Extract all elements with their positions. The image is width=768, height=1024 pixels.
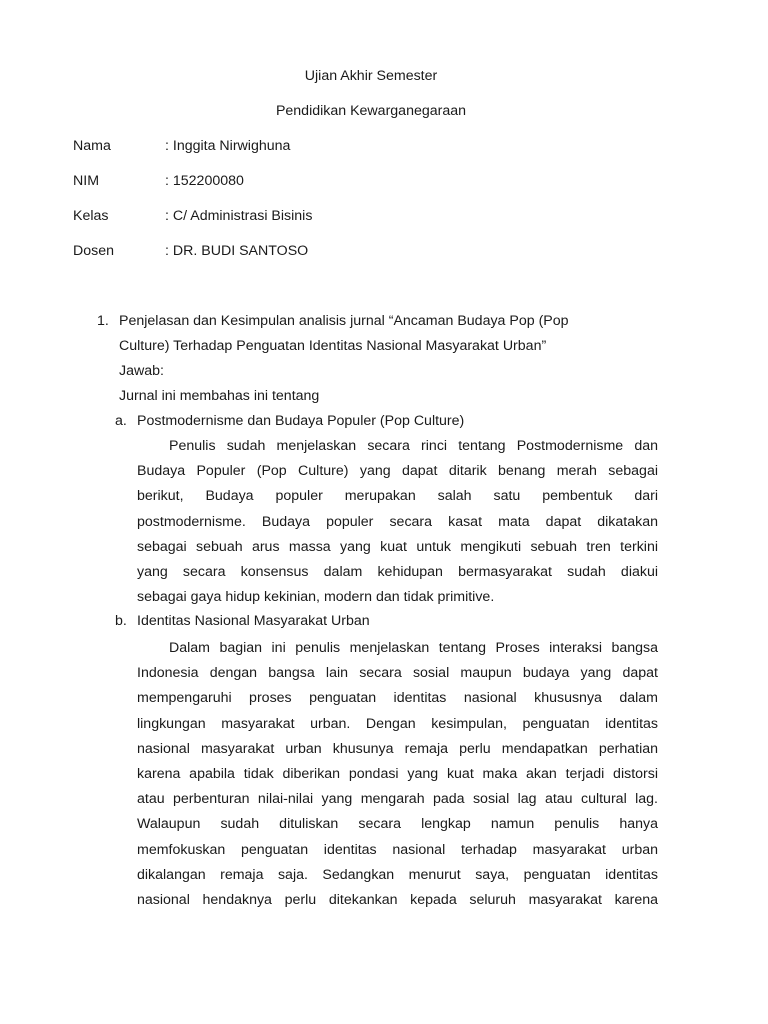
answer-label: Jawab: <box>119 363 164 379</box>
identity-value: : 152200080 <box>165 173 244 189</box>
paragraph-line: yang secara konsensus dalam kehidupan bermasyarakat sudah diakui <box>137 563 658 580</box>
paragraph-line: nasional hendaknya perlu ditekankan kepada seluruh masyarakat karena <box>137 891 658 908</box>
paragraph-line: postmodernisme. Budaya populer secara kasat mata dapat dikatakan <box>137 513 658 530</box>
paragraph-line: atau perbenturan nilai-nilai yang mengarah pada sosial lag atau cultural lag. <box>137 791 658 808</box>
question-text-line: Culture) Terhadap Penguatan Identitas Nasional Masyarakat Urban” <box>119 338 547 354</box>
document-subtitle: Pendidikan Kewarganegaraan <box>275 103 467 119</box>
paragraph-line: sebagai sebuah arus massa yang kuat untuk mengikuti sebuah tren terkini <box>137 538 658 555</box>
identity-label: Dosen <box>73 243 115 259</box>
paragraph-line: Penulis sudah menjelaskan secara rinci tentang Postmodernisme dan <box>169 438 658 454</box>
section-paragraph <box>137 434 658 610</box>
identity-label: Kelas <box>73 208 109 224</box>
identity-label: NIM <box>73 173 100 189</box>
identity-value: : Inggita Nirwighuna <box>165 138 291 154</box>
paragraph-line: dikalangan remaja saja. Sedangkan menurut saya, penguatan identitas <box>137 866 658 883</box>
paragraph-line: nasional masyarakat urban khusunya remaja perlu mendapatkan perhatian <box>137 740 658 757</box>
paragraph-line: karena apabila tidak diberikan pondasi yang kuat maka akan terjadi distorsi <box>137 765 658 782</box>
identity-value: : DR. BUDI SANTOSO <box>165 243 309 259</box>
document-title: Ujian Akhir Semester <box>304 68 438 84</box>
paragraph-line: memfokuskan penguatan identitas nasional terhadap masyarakat urban <box>137 841 658 858</box>
paragraph-line: berikut, Budaya populer merupakan salah satu pembentuk dari <box>137 488 658 505</box>
paragraph-line: mempengaruhi proses penguatan identitas nasional khususnya dalam <box>137 690 658 707</box>
paragraph-line: Dalam bagian ini penulis menjelaskan tentang Proses interaksi bangsa <box>169 640 658 656</box>
paragraph-line: lingkungan masyarakat urban. Dengan kesimpulan, penguatan identitas <box>137 715 658 732</box>
identity-label: Nama <box>73 138 111 154</box>
paragraph-line: Indonesia dengan bangsa lain secara sosial maupun budaya yang dapat <box>137 665 658 682</box>
question-number: 1. <box>97 313 109 329</box>
paragraph-line: Budaya Populer (Pop Culture) yang dapat ditarik benang merah sebagai <box>137 463 658 480</box>
paragraph-line: sebagai gaya hidup kekinian, modern dan tidak primitive. <box>137 589 495 606</box>
identity-value: : C/ Administrasi Bisinis <box>165 208 313 224</box>
question-text-line: Penjelasan dan Kesimpulan analisis jurnal “Ancaman Budaya Pop (Pop <box>119 313 569 329</box>
section-heading: Postmodernisme dan Budaya Populer (Pop Culture) <box>137 413 465 429</box>
section-letter: b. <box>115 613 127 629</box>
section-paragraph <box>137 636 658 913</box>
answer-intro: Jurnal ini membahas ini tentang <box>119 388 320 404</box>
paragraph-line: Walaupun sudah dituliskan secara lengkap namun penulis hanya <box>137 816 658 833</box>
section-heading: Identitas Nasional Masyarakat Urban <box>137 613 370 629</box>
section-letter: a. <box>115 413 127 429</box>
